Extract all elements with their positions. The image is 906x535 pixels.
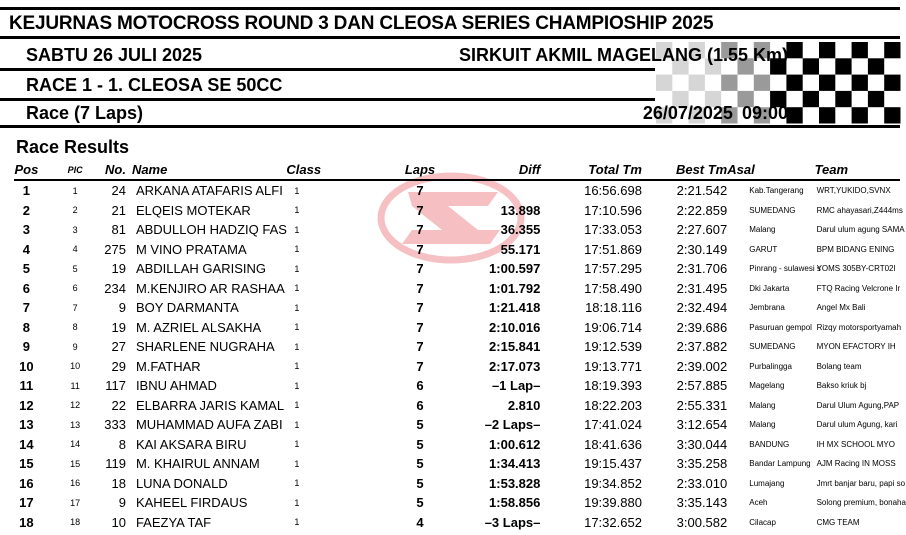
top-rule bbox=[0, 7, 900, 10]
cell-pic: 4 bbox=[72, 244, 78, 255]
cell-best-time: 2:21.542 bbox=[676, 183, 728, 199]
cell-asal: SUMEDANG bbox=[749, 342, 796, 352]
cell-best-time: 2:33.010 bbox=[676, 475, 728, 491]
table-row bbox=[0, 259, 900, 279]
cell-no: 8 bbox=[118, 436, 126, 452]
cell-name: KAI AKSARA BIRU bbox=[135, 436, 247, 452]
table-row bbox=[0, 415, 900, 435]
cell-best-time: 3:12.654 bbox=[676, 417, 728, 433]
cell-best-time: 2:27.607 bbox=[676, 222, 728, 238]
report-header bbox=[0, 0, 900, 132]
cell-name: IBNU AHMAD bbox=[135, 378, 217, 394]
cell-pos: 9 bbox=[22, 339, 31, 355]
cell-pic: 5 bbox=[72, 263, 78, 274]
cell-class: 1 bbox=[294, 205, 300, 216]
cell-laps: 7 bbox=[416, 261, 424, 277]
cell-class: 1 bbox=[294, 322, 300, 333]
col-name: Name bbox=[131, 162, 168, 177]
flag-square bbox=[803, 58, 819, 74]
cell-name: M. AZRIEL ALSAKHA bbox=[135, 319, 262, 335]
table-row bbox=[0, 396, 900, 416]
cell-pic: 16 bbox=[70, 478, 81, 489]
cell-asal: Aceh bbox=[749, 498, 768, 508]
cell-total-time: 18:19.393 bbox=[584, 378, 642, 394]
cell-no: 9 bbox=[118, 495, 126, 511]
cell-total-time: 18:41.636 bbox=[584, 436, 642, 452]
cell-pos: 5 bbox=[22, 261, 31, 277]
cell-asal: BANDUNG bbox=[749, 439, 790, 449]
flag-square bbox=[819, 75, 835, 91]
cell-pic: 11 bbox=[70, 380, 80, 391]
col-pos: Pos bbox=[14, 162, 39, 177]
cell-no: 24 bbox=[111, 183, 126, 199]
cell-diff: 1:00.612 bbox=[489, 436, 541, 452]
cell-pos: 4 bbox=[22, 241, 31, 257]
cell-pic: 13 bbox=[70, 419, 81, 430]
cell-total-time: 17:51.869 bbox=[584, 241, 642, 257]
cell-name: ARKANA ATAFARIS ALFI bbox=[135, 183, 283, 199]
cell-team: WRT,YUKIDO,SVNX bbox=[816, 186, 891, 196]
flag-square bbox=[884, 75, 900, 91]
cell-diff: –1 Lap– bbox=[491, 378, 541, 394]
cell-diff: 2:15.841 bbox=[489, 339, 541, 355]
col-team: Team bbox=[814, 162, 849, 177]
cell-laps: 5 bbox=[416, 456, 424, 472]
cell-name: LUNA DONALD bbox=[135, 475, 228, 491]
cell-best-time: 2:37.882 bbox=[676, 339, 728, 355]
cell-pos: 1 bbox=[22, 183, 31, 199]
flag-square bbox=[868, 91, 884, 107]
col-best: Best Tm bbox=[675, 162, 728, 177]
cell-best-time: 3:35.258 bbox=[676, 456, 728, 472]
col-pic: PIC bbox=[67, 164, 83, 175]
cell-laps: 4 bbox=[416, 514, 424, 530]
cell-laps: 6 bbox=[416, 378, 424, 394]
cell-asal: Cilacap bbox=[749, 517, 776, 527]
cell-laps: 7 bbox=[416, 339, 424, 355]
cell-asal: Bandar Lampung bbox=[749, 459, 811, 469]
flag-square bbox=[819, 107, 835, 123]
cell-no: 10 bbox=[111, 514, 126, 530]
cell-total-time: 17:10.596 bbox=[584, 202, 642, 218]
cell-best-time: 2:32.494 bbox=[676, 300, 728, 316]
cell-laps: 5 bbox=[416, 436, 424, 452]
cell-team: AJM Racing IN MOSS bbox=[816, 459, 896, 469]
cell-laps: 6 bbox=[416, 397, 424, 413]
cell-asal: Jembrana bbox=[749, 303, 785, 313]
cell-best-time: 2:57.885 bbox=[676, 378, 728, 394]
table-row bbox=[0, 201, 900, 221]
cell-diff: 55.171 bbox=[500, 241, 541, 257]
cell-total-time: 17:57.295 bbox=[584, 261, 642, 277]
cell-asal: Kab.Tangerang bbox=[749, 186, 804, 196]
cell-pic: 14 bbox=[70, 439, 81, 450]
cell-best-time: 3:35.143 bbox=[676, 495, 728, 511]
cell-asal: Lumajang bbox=[749, 478, 785, 488]
cell-class: 1 bbox=[294, 185, 300, 196]
flag-square bbox=[689, 75, 705, 91]
cell-team: Darul ulum agung SAMA bbox=[816, 225, 905, 235]
race-rule bbox=[0, 98, 655, 101]
cell-pic: 7 bbox=[72, 302, 78, 313]
cell-team: Angel Mx Bali bbox=[816, 303, 866, 313]
col-asal: Asal bbox=[727, 162, 755, 177]
cell-class: 1 bbox=[294, 517, 300, 528]
cell-laps: 7 bbox=[416, 241, 424, 257]
cell-laps: 7 bbox=[416, 300, 424, 316]
flag-square bbox=[852, 107, 868, 123]
cell-class: 1 bbox=[294, 263, 300, 274]
table-row bbox=[0, 474, 900, 494]
circuit-name: SIRKUIT AKMIL MAGELANG (1.55 Km) bbox=[458, 45, 788, 65]
flag-square bbox=[786, 75, 802, 91]
cell-no: 19 bbox=[111, 319, 126, 335]
flag-square bbox=[852, 75, 868, 91]
cell-pos: 12 bbox=[19, 397, 34, 413]
cell-diff: 2:17.073 bbox=[489, 358, 541, 374]
cell-diff: –2 Laps– bbox=[484, 417, 541, 433]
cell-laps: 7 bbox=[416, 319, 424, 335]
cell-pos: 10 bbox=[19, 358, 34, 374]
cell-no: 81 bbox=[111, 222, 126, 238]
cell-total-time: 18:22.203 bbox=[584, 397, 642, 413]
cell-pic: 8 bbox=[72, 322, 78, 333]
flag-square bbox=[868, 58, 884, 74]
cell-best-time: 2:39.002 bbox=[676, 358, 728, 374]
cell-total-time: 16:56.698 bbox=[584, 183, 642, 199]
cell-class: 1 bbox=[294, 478, 300, 489]
table-row bbox=[0, 220, 900, 240]
cell-asal: Malang bbox=[749, 420, 776, 430]
cell-name: ABDILLAH GARISING bbox=[135, 261, 266, 277]
cell-pic: 6 bbox=[72, 283, 78, 294]
cell-pic: 3 bbox=[72, 224, 78, 235]
title-rule bbox=[0, 36, 900, 39]
cell-team: BPM BIDANG ENING bbox=[816, 244, 895, 254]
flag-square bbox=[852, 42, 868, 58]
cell-laps: 7 bbox=[416, 183, 424, 199]
cell-name: M.FATHAR bbox=[135, 358, 201, 374]
cell-asal: Malang bbox=[749, 225, 776, 235]
cell-class: 1 bbox=[294, 419, 300, 430]
table-row bbox=[0, 454, 900, 474]
cell-team: CMG TEAM bbox=[816, 517, 860, 527]
cell-team: MYON EFACTORY IH bbox=[816, 342, 896, 352]
cell-pos: 3 bbox=[22, 222, 31, 238]
cell-pos: 11 bbox=[19, 378, 34, 394]
cell-class: 1 bbox=[294, 341, 300, 352]
flag-square bbox=[656, 75, 672, 91]
cell-no: 9 bbox=[118, 300, 126, 316]
cell-pic: 18 bbox=[70, 517, 81, 528]
cell-asal: Purbalingga bbox=[749, 361, 792, 371]
cell-name: ABDULLOH HADZIQ FAS bbox=[135, 222, 287, 238]
flag-square bbox=[884, 42, 900, 58]
flag-square bbox=[754, 75, 770, 91]
cell-diff: 1:34.413 bbox=[489, 456, 541, 472]
cell-name: M.KENJIRO AR RASHAA bbox=[135, 280, 285, 296]
cell-total-time: 17:41.024 bbox=[584, 417, 642, 433]
cell-asal: Pinrang - sulawesi s bbox=[749, 264, 821, 274]
cell-total-time: 18:18.116 bbox=[585, 300, 642, 316]
cell-pic: 17 bbox=[70, 497, 81, 508]
cell-best-time: 2:30.149 bbox=[676, 241, 728, 257]
flag-square bbox=[786, 42, 802, 58]
cell-total-time: 19:12.539 bbox=[584, 339, 642, 355]
cell-class: 1 bbox=[294, 458, 300, 469]
cell-pos: 8 bbox=[22, 319, 31, 335]
table-row bbox=[0, 279, 900, 299]
cell-name: MUHAMMAD AUFA ZABI bbox=[135, 417, 283, 433]
cell-pos: 15 bbox=[19, 456, 34, 472]
cell-pic: 10 bbox=[70, 361, 81, 372]
cell-name: ELQEIS MOTEKAR bbox=[135, 202, 251, 218]
cell-laps: 7 bbox=[416, 222, 424, 238]
cell-best-time: 3:30.044 bbox=[676, 436, 728, 452]
cell-no: 117 bbox=[105, 378, 126, 394]
cell-best-time: 2:31.706 bbox=[676, 261, 728, 277]
cell-team: Rizqy motorsportyamah bbox=[816, 322, 902, 332]
cell-no: 27 bbox=[111, 339, 126, 355]
cell-class: 1 bbox=[294, 302, 300, 313]
cell-diff: 2:10.016 bbox=[489, 319, 541, 335]
cell-class: 1 bbox=[294, 224, 300, 235]
cell-name: ELBARRA JARIS KAMAL bbox=[135, 397, 285, 413]
results-title: Race Results bbox=[16, 137, 130, 157]
cell-no: 234 bbox=[104, 280, 126, 296]
cell-pic: 9 bbox=[72, 341, 78, 352]
event-date: SABTU 26 JULI 2025 bbox=[26, 45, 203, 65]
flag-square bbox=[884, 107, 900, 123]
race-results-table bbox=[0, 160, 906, 532]
cell-diff: 13.898 bbox=[500, 202, 541, 218]
cell-pos: 16 bbox=[19, 475, 34, 491]
cell-best-time: 2:55.331 bbox=[676, 397, 728, 413]
cell-total-time: 19:39.880 bbox=[584, 495, 642, 511]
cell-pic: 15 bbox=[70, 458, 81, 469]
race-name: RACE 1 - 1. CLEOSA SE 50CC bbox=[26, 75, 283, 95]
flag-square bbox=[803, 91, 819, 107]
cell-name: FAEZYA TAF bbox=[135, 514, 212, 530]
cell-pos: 6 bbox=[22, 280, 31, 296]
championship-title: KEJURNAS MOTOCROSS ROUND 3 DAN CLEOSA SERIES CHAMPIOSHIP 2025 bbox=[9, 13, 714, 34]
cell-total-time: 17:32.652 bbox=[584, 514, 642, 530]
cell-pos: 14 bbox=[19, 436, 34, 452]
cell-team: Jmrt banjar baru, papi so bbox=[816, 478, 906, 488]
table-row bbox=[0, 357, 900, 377]
cell-class: 1 bbox=[294, 400, 300, 411]
cell-diff: 1:58.856 bbox=[489, 495, 541, 511]
cell-laps: 7 bbox=[416, 202, 424, 218]
cell-diff: 1:21.418 bbox=[489, 300, 541, 316]
cell-no: 119 bbox=[105, 456, 126, 472]
table-row bbox=[0, 318, 900, 338]
cell-laps: 7 bbox=[416, 358, 424, 374]
table-row bbox=[0, 435, 900, 455]
cell-pos: 17 bbox=[19, 495, 34, 511]
cell-name: SHARLENE NUGRAHA bbox=[135, 339, 275, 355]
cell-best-time: 2:22.859 bbox=[676, 202, 728, 218]
cell-diff: –3 Laps– bbox=[484, 514, 541, 530]
cell-pos: 13 bbox=[19, 417, 34, 433]
col-diff: Diff bbox=[518, 162, 541, 177]
cell-diff: 1:01.792 bbox=[489, 280, 541, 296]
cell-no: 333 bbox=[104, 417, 126, 433]
cell-asal: GARUT bbox=[749, 244, 778, 254]
cell-diff bbox=[439, 181, 541, 201]
cell-no: 18 bbox=[111, 475, 126, 491]
cell-team: IH MX SCHOOL MYO bbox=[816, 439, 895, 449]
cell-class: 1 bbox=[294, 497, 300, 508]
cell-laps: 5 bbox=[416, 475, 424, 491]
col-class: Class bbox=[286, 162, 322, 177]
cell-asal: Malang bbox=[749, 400, 776, 410]
flag-square bbox=[721, 75, 737, 91]
cell-name: M. KHAIRUL ANNAM bbox=[135, 456, 260, 472]
table-row bbox=[0, 513, 900, 533]
cell-team: Solong premium, bonaha bbox=[816, 498, 906, 508]
cell-asal: Magelang bbox=[749, 381, 785, 391]
cell-total-time: 19:34.852 bbox=[584, 475, 642, 491]
cell-total-time: 19:13.771 bbox=[584, 358, 642, 374]
table-header-row bbox=[0, 160, 900, 179]
flag-square bbox=[835, 58, 851, 74]
col-total: Total Tm bbox=[588, 162, 642, 177]
cell-team: YOMS 305BY-CRT02I bbox=[816, 264, 896, 274]
cell-total-time: 17:33.053 bbox=[584, 222, 642, 238]
cell-pos: 2 bbox=[22, 202, 31, 218]
cell-diff: 36.355 bbox=[500, 222, 541, 238]
cell-name: M VINO PRATAMA bbox=[135, 241, 247, 257]
flag-square bbox=[819, 42, 835, 58]
cell-laps: 5 bbox=[416, 495, 424, 511]
date-rule bbox=[0, 68, 655, 71]
cell-no: 275 bbox=[104, 241, 126, 257]
cell-pic: 12 bbox=[70, 400, 81, 411]
cell-diff: 2.810 bbox=[507, 397, 541, 413]
cell-class: 1 bbox=[294, 283, 300, 294]
cell-team: Darul Ulum Agung,PAP bbox=[816, 400, 900, 410]
cell-total-time: 19:15.437 bbox=[584, 456, 642, 472]
cell-best-time: 2:39.686 bbox=[676, 319, 728, 335]
col-no: No. bbox=[104, 162, 126, 177]
cell-team: RMC ahayasari,Z444ms bbox=[816, 205, 903, 215]
table-row bbox=[0, 376, 900, 396]
cell-diff: 1:00.597 bbox=[489, 261, 541, 277]
table-row bbox=[0, 337, 900, 357]
cell-class: 1 bbox=[294, 361, 300, 372]
cell-total-time: 19:06.714 bbox=[584, 319, 642, 335]
cell-team: Bakso kriuk bj bbox=[816, 381, 867, 391]
cell-no: 19 bbox=[111, 261, 126, 277]
cell-laps: 5 bbox=[416, 417, 424, 433]
cell-pos: 18 bbox=[19, 514, 34, 530]
flag-square bbox=[835, 91, 851, 107]
cell-class: 1 bbox=[294, 380, 300, 391]
table-row bbox=[0, 493, 900, 513]
header-bottom-rule bbox=[0, 125, 900, 128]
cell-laps: 7 bbox=[416, 280, 424, 296]
table-row bbox=[0, 181, 900, 201]
cell-pos: 7 bbox=[22, 300, 31, 316]
table-row bbox=[0, 298, 900, 318]
cell-no: 21 bbox=[111, 202, 126, 218]
cell-diff: 1:53.828 bbox=[489, 475, 541, 491]
session-name: Race (7 Laps) bbox=[26, 103, 144, 123]
cell-pic: 1 bbox=[72, 185, 78, 196]
cell-class: 1 bbox=[294, 244, 300, 255]
cell-name: KAHEEL FIRDAUS bbox=[135, 495, 248, 511]
cell-name: BOY DARMANTA bbox=[135, 300, 239, 316]
cell-no: 22 bbox=[111, 397, 126, 413]
cell-class: 1 bbox=[294, 439, 300, 450]
cell-asal: SUMEDANG bbox=[749, 205, 796, 215]
results-body bbox=[0, 181, 906, 532]
flag-square bbox=[786, 107, 802, 123]
cell-asal: Dki Jakarta bbox=[749, 283, 790, 293]
cell-team: FTQ Racing Velcrone Ir bbox=[816, 283, 901, 293]
cell-best-time: 2:31.495 bbox=[676, 280, 728, 296]
cell-pic: 2 bbox=[72, 205, 78, 216]
cell-best-time: 3:00.582 bbox=[676, 514, 728, 530]
cell-team: Darul ulum Agung, kari bbox=[816, 420, 898, 430]
session-datetime: 26/07/2025 09:00 bbox=[642, 103, 788, 123]
col-laps: Laps bbox=[404, 162, 436, 177]
cell-asal: Pasuruan gempol bbox=[749, 322, 812, 332]
cell-no: 29 bbox=[111, 358, 126, 374]
cell-team: Bolang team bbox=[816, 361, 862, 371]
table-row bbox=[0, 240, 900, 260]
cell-total-time: 17:58.490 bbox=[584, 280, 642, 296]
